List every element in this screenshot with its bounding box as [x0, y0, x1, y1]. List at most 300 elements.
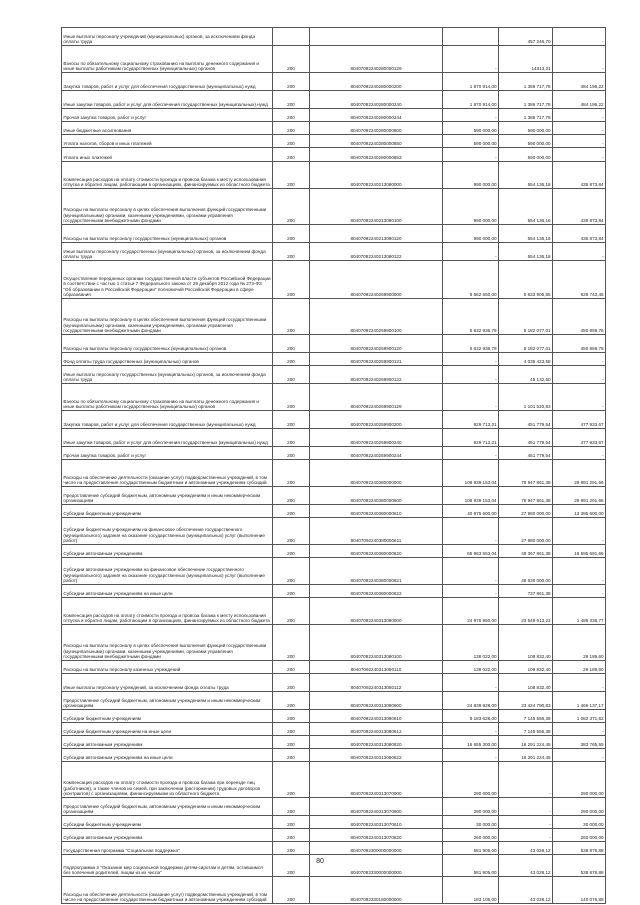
row-planned-amount-cell: -: [443, 585, 499, 598]
table-row: [62, 723, 606, 736]
row-unexecuted-amount-cell: -: [553, 243, 606, 261]
row-executed-amount-cell: 7 145 556,38: [499, 723, 553, 736]
row-name-cell: Компенсация расходов на оплату стоимости проезда и провоза багажа к месту использования отпуска и обратно лицам, работающим в организациях, финансируемых из областного бюджета: [62, 598, 273, 625]
table-row: [62, 189, 606, 225]
table-row: [62, 829, 606, 842]
row-planned-amount-cell: 5 632 936,79: [443, 335, 499, 353]
row-planned-amount-cell: -: [443, 243, 499, 261]
row-unexecuted-amount-cell: 538 876,88: [553, 842, 606, 855]
row-admin-code-cell: 200: [273, 447, 310, 460]
row-admin-code-cell: 200: [273, 877, 310, 904]
row-admin-code-cell: 200: [273, 842, 310, 855]
row-planned-amount-cell: 65 963 553,04: [443, 545, 499, 558]
row-name-cell: Предоставление субсидий бюджетным, автономным учреждениям и иным некоммерческим организациям: [62, 487, 273, 505]
row-name-cell: Расходы на выплаты персоналу государственных (муниципальных) органов: [62, 335, 273, 353]
row-admin-code-cell: 200: [273, 736, 310, 749]
row-executed-amount-cell: 5 182 077,01: [499, 335, 553, 353]
row-admin-code-cell: 200: [273, 261, 310, 299]
row-name-cell: Компенсация расходов на оплату стоимости проезда и провоза багажа при переезде лиц (работников), а также членов их семей, при заключении (расторжении) трудовых договоров (контрактов) с организациями, финансируемыми из областного бюджета: [62, 762, 273, 798]
row-executed-amount-cell: 1 386 717,78: [499, 73, 553, 91]
row-admin-code-cell: 200: [273, 816, 310, 829]
table-row: [62, 148, 606, 162]
row-name-cell: Расходы на выплаты персоналу казенных учреждений: [62, 661, 273, 674]
row-planned-amount-cell: 260 000,00: [443, 829, 499, 842]
row-admin-code-cell: 200: [273, 710, 310, 723]
row-name-cell: Уплата иных платежей: [62, 148, 273, 162]
row-name-cell: Расходы на обеспечение деятельности (оказание услуг) подведомственных учреждений, в том числе на предоставление государственным бюджетным и автономным учреждениям субсидий: [62, 460, 273, 487]
row-classification-code-cell: 80407092240213080100: [310, 189, 443, 225]
row-classification-code-cell: 80407092240213080000: [310, 162, 443, 189]
row-classification-code-cell: 80407092240313070620: [310, 829, 443, 842]
row-unexecuted-amount-cell: -: [553, 135, 606, 148]
row-planned-amount-cell: -: [443, 148, 499, 162]
row-unexecuted-amount-cell: 477 933,67: [553, 411, 606, 429]
row-name-cell: Прочая закупка товаров, работ и услуг: [62, 109, 273, 122]
table-row: [62, 585, 606, 598]
row-admin-code-cell: 200: [273, 585, 310, 598]
row-admin-code-cell: 200: [273, 353, 310, 366]
row-classification-code-cell: 80407092240313070000: [310, 762, 443, 798]
row-executed-amount-cell: 108 832,40: [499, 625, 553, 661]
row-classification-code-cell: [310, 28, 443, 46]
table-row: [62, 366, 606, 384]
row-classification-code-cell: 80407092240313080112: [310, 674, 443, 692]
table-row: [62, 545, 606, 558]
row-admin-code-cell: [273, 28, 310, 46]
row-admin-code-cell: 200: [273, 109, 310, 122]
row-planned-amount-cell: 290 000,00: [443, 798, 499, 816]
table-row: [62, 429, 606, 447]
row-unexecuted-amount-cell: -: [553, 384, 606, 411]
row-unexecuted-amount-cell: 30 000,00: [553, 816, 606, 829]
row-executed-amount-cell: 78 947 861,38: [499, 460, 553, 487]
row-classification-code-cell: 80407092240313080000: [310, 598, 443, 625]
row-name-cell: Субсидии автономным учреждениям на финансовое обеспечение государственного (муниципального) задания на оказание государственных (муниципальных) услуг (выполнение работ): [62, 558, 273, 585]
row-classification-code-cell: 80407092240313080610: [310, 710, 443, 723]
row-classification-code-cell: 80407092300000000000: [310, 842, 443, 855]
row-executed-amount-cell: 4 035 423,58: [499, 353, 553, 366]
table-row: [62, 135, 606, 148]
row-unexecuted-amount-cell: 140 076,88: [553, 877, 606, 904]
row-admin-code-cell: 200: [273, 460, 310, 487]
row-executed-amount-cell: 451 779,54: [499, 411, 553, 429]
row-planned-amount-cell: 590 000,00: [443, 135, 499, 148]
row-planned-amount-cell: 581 905,00: [443, 842, 499, 855]
row-name-cell: Иные выплаты персоналу государственных (муниципальных) органов, за исключением фонда оплаты труда: [62, 243, 273, 261]
table-row: [62, 877, 606, 904]
row-classification-code-cell: 80407092330000000000: [310, 855, 443, 877]
row-admin-code-cell: 200: [273, 505, 310, 518]
row-classification-code-cell: 80407092240380000621: [310, 558, 443, 585]
row-executed-amount-cell: 590 000,00: [499, 148, 553, 162]
row-name-cell: Субсидии автономным учреждениям на иные цели: [62, 585, 273, 598]
row-classification-code-cell: 80407092240259900129: [310, 384, 443, 411]
table-row: [62, 243, 606, 261]
row-unexecuted-amount-cell: 1 466 137,17: [553, 692, 606, 710]
row-admin-code-cell: 200: [273, 692, 310, 710]
row-classification-code-cell: 80407092240280000240: [310, 91, 443, 109]
row-planned-amount-cell: 290 000,00: [443, 762, 499, 798]
row-classification-code-cell: 80407092240213080120: [310, 225, 443, 243]
table-row: [62, 518, 606, 545]
row-name-cell: Закупка товаров, работ и услуг для обеспечения государственных (муниципальных) нужд: [62, 411, 273, 429]
row-unexecuted-amount-cell: 538 876,88: [553, 855, 606, 877]
row-name-cell: Расходы на выплаты персоналу в целях обеспечения выполнения функций государственными (муниципальными) органами, казенными учреждениями, органами управления государственными внебюджетными фондами: [62, 189, 273, 225]
row-name-cell: Субсидии бюджетным учреждениям на иные цели: [62, 723, 273, 736]
row-classification-code-cell: 80407092240280000800: [310, 122, 443, 135]
row-unexecuted-amount-cell: 928 743,45: [553, 261, 606, 299]
row-unexecuted-amount-cell: -: [553, 109, 606, 122]
row-planned-amount-cell: 5 632 936,79: [443, 299, 499, 335]
budget-execution-table: [61, 27, 606, 904]
row-executed-amount-cell: 23 424 790,83: [499, 692, 553, 710]
row-admin-code-cell: 200: [273, 545, 310, 558]
row-admin-code-cell: 200: [273, 429, 310, 447]
table-row: [62, 749, 606, 762]
row-planned-amount-cell: 990 000,00: [443, 225, 499, 243]
row-classification-code-cell: 80407092240259900121: [310, 353, 443, 366]
row-unexecuted-amount-cell: -: [553, 749, 606, 762]
row-classification-code-cell: 80407092240259900000: [310, 261, 443, 299]
table-row: [62, 692, 606, 710]
row-planned-amount-cell: 24 838 928,00: [443, 692, 499, 710]
row-admin-code-cell: 200: [273, 384, 310, 411]
row-admin-code-cell: 200: [273, 762, 310, 798]
row-name-cell: Взносы по обязательному социальному страхованию на выплаты денежного содержания и иные выплаты работникам государственных (муниципальных) органов: [62, 46, 273, 73]
row-admin-code-cell: 200: [273, 749, 310, 762]
row-executed-amount-cell: 108 832,40: [499, 661, 553, 674]
row-name-cell: Иные выплаты персоналу учреждений, за исключением фонда оплаты труда: [62, 674, 273, 692]
row-name-cell: Расходы на выплаты персоналу государственных (муниципальных) органов: [62, 225, 273, 243]
row-executed-amount-cell: 737 861,38: [499, 585, 553, 598]
row-unexecuted-amount-cell: 484 196,22: [553, 73, 606, 91]
row-planned-amount-cell: -: [443, 558, 499, 585]
row-unexecuted-amount-cell: 450 859,78: [553, 335, 606, 353]
row-name-cell: Субсидии автономным учреждениям: [62, 545, 273, 558]
row-planned-amount-cell: 108 939 153,04: [443, 487, 499, 505]
row-executed-amount-cell: 554 136,16: [499, 243, 553, 261]
row-name-cell: Взносы по обязательному социальному страхованию на выплаты денежного содержания и иные выплаты работникам государственных (муниципальных) органов: [62, 384, 273, 411]
row-name-cell: Фонд оплаты труда государственных (муниципальных) органов: [62, 353, 273, 366]
row-planned-amount-cell: 6 562 650,00: [443, 261, 499, 299]
row-classification-code-cell: 80407092240259900100: [310, 299, 443, 335]
row-unexecuted-amount-cell: 450 859,78: [553, 299, 606, 335]
row-executed-amount-cell: 49 367 861,38: [499, 545, 553, 558]
row-unexecuted-amount-cell: 29 189,60: [553, 625, 606, 661]
row-classification-code-cell: 80407092240313070600: [310, 798, 443, 816]
row-classification-code-cell: 80407092240380000000: [310, 460, 443, 487]
row-executed-amount-cell: 43 028,12: [499, 877, 553, 904]
table-row: [62, 411, 606, 429]
row-planned-amount-cell: -: [443, 447, 499, 460]
row-unexecuted-amount-cell: 29 991 291,66: [553, 460, 606, 487]
row-classification-code-cell: 80407092240380000622: [310, 585, 443, 598]
row-name-cell: Расходы на обеспечение деятельности (оказание услуг) подведомственных учреждений, в том числе на предоставление государственным бюджетным и автономным учреждениям субсидий: [62, 877, 273, 904]
row-name-cell: Субсидии бюджетным учреждениям: [62, 816, 273, 829]
row-planned-amount-cell: -: [443, 518, 499, 545]
row-executed-amount-cell: 48 630 000,00: [499, 558, 553, 585]
row-unexecuted-amount-cell: -: [553, 148, 606, 162]
row-executed-amount-cell: 457 246,70: [499, 28, 553, 46]
row-planned-amount-cell: 581 905,00: [443, 855, 499, 877]
row-executed-amount-cell: -: [499, 798, 553, 816]
row-classification-code-cell: 80407092240280000850: [310, 135, 443, 148]
row-name-cell: Государственная программа "Социальная поддержка": [62, 842, 273, 855]
row-planned-amount-cell: -: [443, 366, 499, 384]
row-admin-code-cell: 200: [273, 135, 310, 148]
row-classification-code-cell: 80407092240213080122: [310, 243, 443, 261]
row-planned-amount-cell: -: [443, 46, 499, 73]
row-planned-amount-cell: 30 000,00: [443, 816, 499, 829]
row-executed-amount-cell: 78 947 861,38: [499, 487, 553, 505]
row-planned-amount-cell: 183 105,00: [443, 877, 499, 904]
row-name-cell: Иные закупки товаров, работ и услуг для обеспечения государственных (муниципальных) нужд: [62, 429, 273, 447]
row-planned-amount-cell: [443, 28, 499, 46]
row-name-cell: Иные бюджетные ассигнования: [62, 122, 273, 135]
row-unexecuted-amount-cell: -: [553, 366, 606, 384]
row-planned-amount-cell: 990 000,00: [443, 189, 499, 225]
row-planned-amount-cell: 24 976 950,00: [443, 598, 499, 625]
row-planned-amount-cell: -: [443, 109, 499, 122]
row-admin-code-cell: 200: [273, 723, 310, 736]
row-unexecuted-amount-cell: -: [553, 28, 606, 46]
row-unexecuted-amount-cell: 1 495 336,77: [553, 598, 606, 625]
row-admin-code-cell: 200: [273, 225, 310, 243]
row-planned-amount-cell: -: [443, 723, 499, 736]
row-admin-code-cell: 200: [273, 299, 310, 335]
row-executed-amount-cell: 1 386 717,78: [499, 91, 553, 109]
row-planned-amount-cell: 138 022,00: [443, 661, 499, 674]
row-admin-code-cell: 200: [273, 335, 310, 353]
row-planned-amount-cell: 990 000,00: [443, 162, 499, 189]
row-classification-code-cell: 80407092240380000611: [310, 518, 443, 545]
row-planned-amount-cell: -: [443, 384, 499, 411]
row-admin-code-cell: 200: [273, 366, 310, 384]
row-executed-amount-cell: 590 000,00: [499, 122, 553, 135]
row-admin-code-cell: 200: [273, 243, 310, 261]
table-row: [62, 109, 606, 122]
row-classification-code-cell: 80407092240259900122: [310, 366, 443, 384]
row-unexecuted-amount-cell: 435 873,84: [553, 162, 606, 189]
row-admin-code-cell: 200: [273, 518, 310, 545]
row-planned-amount-cell: 1 870 914,00: [443, 73, 499, 91]
row-planned-amount-cell: 929 713,21: [443, 411, 499, 429]
row-unexecuted-amount-cell: 260 000,00: [553, 829, 606, 842]
row-admin-code-cell: 200: [273, 661, 310, 674]
row-unexecuted-amount-cell: -: [553, 723, 606, 736]
row-unexecuted-amount-cell: -: [553, 447, 606, 460]
row-executed-amount-cell: 554 136,16: [499, 189, 553, 225]
row-unexecuted-amount-cell: -: [553, 674, 606, 692]
row-name-cell: Предоставление субсидий бюджетным, автономным учреждениям и иным некоммерческим организациям: [62, 798, 273, 816]
row-admin-code-cell: 200: [273, 829, 310, 842]
row-name-cell: Осуществление переданных органам государственной власти субъектов Российской Федерации в соответствии с частью 1 статьи 7 Федерального закона от 29 декабря 2012 года № 273-ФЗ "Об образовании в Российской Федерации" полномочий Российской Федерации в сфере образования: [62, 261, 273, 299]
row-name-cell: Иные выплаты персоналу учреждений (муниципальных) органов, за исключением фонда оплаты труда: [62, 28, 273, 46]
row-classification-code-cell: 80407092240313080612: [310, 723, 443, 736]
table-row: [62, 505, 606, 518]
row-unexecuted-amount-cell: -: [553, 46, 606, 73]
row-unexecuted-amount-cell: 477 933,67: [553, 429, 606, 447]
row-executed-amount-cell: 16 291 224,45: [499, 736, 553, 749]
row-executed-amount-cell: 27 980 000,00: [499, 505, 553, 518]
row-admin-code-cell: 200: [273, 162, 310, 189]
row-admin-code-cell: 200: [273, 189, 310, 225]
row-name-cell: Иные закупки товаров, работ и услуг для обеспечения государственных (муниципальных) нужд: [62, 91, 273, 109]
table-row: [62, 798, 606, 816]
table-row: [62, 384, 606, 411]
row-planned-amount-cell: 108 939 153,04: [443, 460, 499, 487]
row-classification-code-cell: 80407092240380000600: [310, 487, 443, 505]
row-executed-amount-cell: 27 980 000,00: [499, 518, 553, 545]
row-admin-code-cell: 200: [273, 46, 310, 73]
row-name-cell: Субсидии автономным учреждениям на иные цели: [62, 749, 273, 762]
row-executed-amount-cell: 45 132,60: [499, 366, 553, 384]
row-planned-amount-cell: 590 000,00: [443, 122, 499, 135]
row-unexecuted-amount-cell: 29 991 291,66: [553, 487, 606, 505]
row-executed-amount-cell: 5 182 077,01: [499, 299, 553, 335]
table-row: [62, 736, 606, 749]
page-number: 80: [316, 858, 324, 865]
row-planned-amount-cell: 138 022,00: [443, 625, 499, 661]
table-row: [62, 762, 606, 798]
row-classification-code-cell: 80407092240313080600: [310, 692, 443, 710]
row-classification-code-cell: 80407092240280000244: [310, 109, 443, 122]
table-row: [62, 710, 606, 723]
row-executed-amount-cell: 451 779,54: [499, 447, 553, 460]
row-executed-amount-cell: 43 028,12: [499, 842, 553, 855]
table-row: [62, 28, 606, 46]
row-classification-code-cell: 80407092240313080110: [310, 661, 443, 674]
row-planned-amount-cell: 8 183 628,00: [443, 710, 499, 723]
table-row: [62, 460, 606, 487]
row-executed-amount-cell: 23 549 613,23: [499, 598, 553, 625]
row-unexecuted-amount-cell: 484 196,22: [553, 91, 606, 109]
table-row: [62, 816, 606, 829]
row-planned-amount-cell: 929 713,21: [443, 429, 499, 447]
table-row: [62, 558, 606, 585]
row-admin-code-cell: 200: [273, 598, 310, 625]
row-executed-amount-cell: 451 779,54: [499, 429, 553, 447]
row-unexecuted-amount-cell: 290 000,00: [553, 798, 606, 816]
row-executed-amount-cell: 108 832,40: [499, 674, 553, 692]
row-executed-amount-cell: 16 291 224,45: [499, 749, 553, 762]
row-admin-code-cell: 200: [273, 91, 310, 109]
row-name-cell: Субсидии автономным учреждениям: [62, 736, 273, 749]
row-unexecuted-amount-cell: 383 765,55: [553, 736, 606, 749]
row-unexecuted-amount-cell: 16 595 691,66: [553, 545, 606, 558]
row-unexecuted-amount-cell: 13 395 600,00: [553, 505, 606, 518]
row-name-cell: Закупка товаров, работ и услуг для обеспечения государственных (муниципальных) нужд: [62, 73, 273, 91]
row-unexecuted-amount-cell: -: [553, 353, 606, 366]
row-unexecuted-amount-cell: -: [553, 558, 606, 585]
table-row: [62, 261, 606, 299]
row-classification-code-cell: 80407092330180000000: [310, 877, 443, 904]
row-classification-code-cell: 80407092240280000853: [310, 148, 443, 162]
row-executed-amount-cell: 7 145 556,38: [499, 710, 553, 723]
row-planned-amount-cell: -: [443, 674, 499, 692]
table-row: [62, 162, 606, 189]
row-name-cell: Субсидии бюджетным учреждениям на финансовое обеспечение государственного (муниципального) задания на оказание государственных (муниципальных) услуг (выполнение работ): [62, 518, 273, 545]
table-row: [62, 487, 606, 505]
table-row: [62, 598, 606, 625]
row-admin-code-cell: 200: [273, 558, 310, 585]
row-planned-amount-cell: 1 870 914,00: [443, 91, 499, 109]
row-admin-code-cell: 200: [273, 625, 310, 661]
row-name-cell: Субсидии автономным учреждениям: [62, 829, 273, 842]
row-classification-code-cell: 80407092240259900200: [310, 411, 443, 429]
row-classification-code-cell: 80407092240380000610: [310, 505, 443, 518]
row-executed-amount-cell: 1 101 520,83: [499, 384, 553, 411]
row-classification-code-cell: 80407092240313080622: [310, 749, 443, 762]
row-executed-amount-cell: 590 000,00: [499, 135, 553, 148]
row-admin-code-cell: 200: [273, 411, 310, 429]
table-row: [62, 335, 606, 353]
row-unexecuted-amount-cell: -: [553, 122, 606, 135]
row-unexecuted-amount-cell: 435 873,84: [553, 225, 606, 243]
table-row: [62, 842, 606, 855]
row-name-cell: Расходы на выплаты персоналу в целях обеспечения выполнения функций государственными (муниципальными) органами, казенными учреждениями, органами управления государственными внебюджетными фондами: [62, 299, 273, 335]
row-admin-code-cell: 200: [273, 73, 310, 91]
table-row: [62, 73, 606, 91]
row-classification-code-cell: 80407092240380000620: [310, 545, 443, 558]
row-admin-code-cell: 200: [273, 122, 310, 135]
table-row: [62, 625, 606, 661]
row-unexecuted-amount-cell: -: [553, 518, 606, 545]
row-executed-amount-cell: 554 136,16: [499, 225, 553, 243]
row-executed-amount-cell: 5 633 906,55: [499, 261, 553, 299]
row-classification-code-cell: 80407092240313070610: [310, 816, 443, 829]
row-classification-code-cell: 80407092240280000129: [310, 46, 443, 73]
table-row: [62, 661, 606, 674]
table-row: [62, 299, 606, 335]
row-executed-amount-cell: -: [499, 829, 553, 842]
row-name-cell: Расходы на выплаты персоналу в целях обеспечения выполнения функций государственными (муниципальными) органами, казенными учреждениями, органами управления государственными внебюджетными фондами: [62, 625, 273, 661]
row-planned-amount-cell: -: [443, 353, 499, 366]
row-unexecuted-amount-cell: -: [553, 585, 606, 598]
row-executed-amount-cell: 1 386 717,78: [499, 109, 553, 122]
row-executed-amount-cell: 554 136,16: [499, 162, 553, 189]
table-row: [62, 353, 606, 366]
row-executed-amount-cell: 14313,31: [499, 46, 553, 73]
row-name-cell: Предоставление субсидий бюджетным, автономным учреждениям и иным некоммерческим организациям: [62, 692, 273, 710]
table-row: [62, 46, 606, 73]
row-classification-code-cell: 80407092240280000200: [310, 73, 443, 91]
row-classification-code-cell: 80407092240259900244: [310, 447, 443, 460]
table-row: [62, 91, 606, 109]
row-planned-amount-cell: 16 655 300,00: [443, 736, 499, 749]
table-row: [62, 674, 606, 692]
row-classification-code-cell: 80407092240313080620: [310, 736, 443, 749]
row-name-cell: Прочая закупка товаров, работ и услуг: [62, 447, 273, 460]
row-planned-amount-cell: 40 975 600,00: [443, 505, 499, 518]
row-classification-code-cell: 80407092240259900120: [310, 335, 443, 353]
row-planned-amount-cell: -: [443, 749, 499, 762]
row-name-cell: Подпрограмма 3 "Оказание мер социальной поддержки детям-сиротам и детям, оставшимся без попечения родителей, лицам из их числа": [62, 855, 273, 877]
row-unexecuted-amount-cell: 290 000,00: [553, 762, 606, 798]
row-name-cell: Субсидии бюджетным учреждениям: [62, 505, 273, 518]
row-admin-code-cell: 200: [273, 674, 310, 692]
row-unexecuted-amount-cell: 435 873,84: [553, 189, 606, 225]
row-name-cell: Субсидии бюджетным учреждениям: [62, 710, 273, 723]
row-executed-amount-cell: 43 028,12: [499, 855, 553, 877]
row-name-cell: Уплата налогов, сборов и иных платежей: [62, 135, 273, 148]
row-executed-amount-cell: -: [499, 816, 553, 829]
row-admin-code-cell: 200: [273, 855, 310, 877]
table-row: [62, 447, 606, 460]
row-admin-code-cell: 200: [273, 798, 310, 816]
row-name-cell: Иные выплаты персоналу государственных (муниципальных) органов, за исключением фонда оплаты труда: [62, 366, 273, 384]
row-executed-amount-cell: -: [499, 762, 553, 798]
